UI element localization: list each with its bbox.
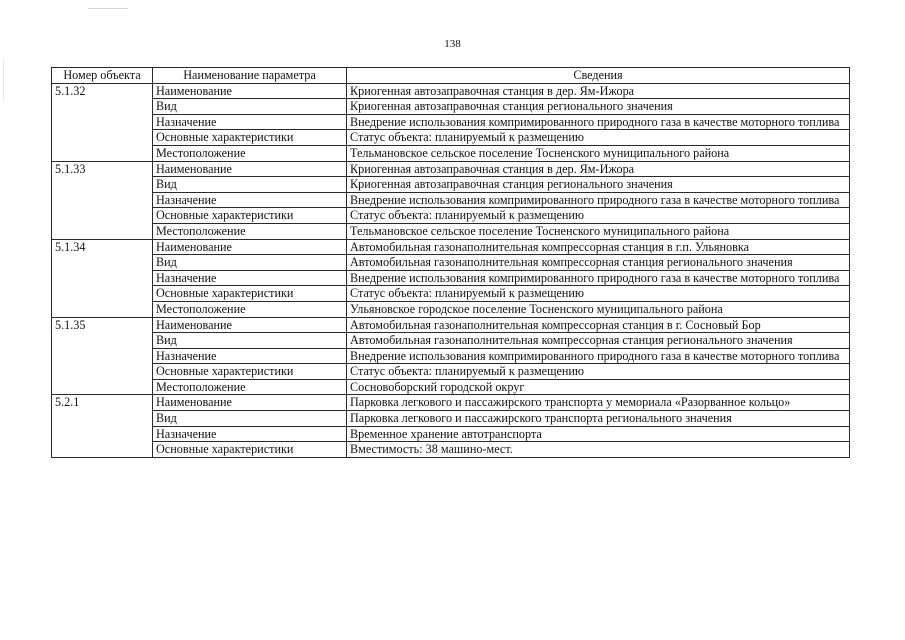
parameter-value-cell: Парковка легкового и пассажирского транспорта у мемориала «Разорванное кольцо»: [347, 395, 850, 411]
parameter-name-cell: Назначение: [153, 114, 347, 130]
parameter-name-cell: Основные характеристики: [153, 130, 347, 146]
parameter-name-cell: Вид: [153, 411, 347, 427]
table-row: [52, 223, 850, 239]
header-parameter-name: Наименование параметра: [153, 68, 347, 84]
table-body: [52, 83, 850, 457]
parameter-value-cell: Криогенная автозаправочная станция в дер. Ям-Ижора: [347, 83, 850, 99]
table-row: [52, 348, 850, 364]
object-number-cell: 5.1.32: [52, 83, 153, 161]
parameter-value-cell: Парковка легкового и пассажирского транспорта регионального значения: [347, 411, 850, 427]
scan-mark-top: [88, 8, 128, 9]
parameter-name-cell: Наименование: [153, 161, 347, 177]
parameter-value-cell: Временное хранение автотранспорта: [347, 426, 850, 442]
table-row: [52, 426, 850, 442]
table-row: [52, 317, 850, 333]
table-row: [52, 364, 850, 380]
table-row: [52, 395, 850, 411]
parameter-value-cell: Тельмановское сельское поселение Тосненского муниципального района: [347, 223, 850, 239]
parameter-value-cell: Внедрение использования компримированного природного газа в качестве моторного топлива: [347, 270, 850, 286]
object-number-cell: 5.2.1: [52, 395, 153, 457]
object-number-cell: 5.1.33: [52, 161, 153, 239]
object-number-cell: 5.1.35: [52, 317, 153, 395]
parameter-name-cell: Основные характеристики: [153, 286, 347, 302]
table-row: [52, 411, 850, 427]
parameter-name-cell: Назначение: [153, 348, 347, 364]
table-row: [52, 442, 850, 458]
parameter-name-cell: Наименование: [153, 317, 347, 333]
parameter-value-cell: Автомобильная газонаполнительная компрессорная станция в г.п. Ульяновка: [347, 239, 850, 255]
parameter-name-cell: Наименование: [153, 395, 347, 411]
parameter-name-cell: Вид: [153, 99, 347, 115]
parameter-name-cell: Основные характеристики: [153, 364, 347, 380]
table-header-row: [52, 68, 850, 84]
parameter-value-cell: Внедрение использования компримированного природного газа в качестве моторного топлива: [347, 192, 850, 208]
parameter-value-cell: Криогенная автозаправочная станция регионального значения: [347, 177, 850, 193]
parameter-value-cell: Криогенная автозаправочная станция в дер. Ям-Ижора: [347, 161, 850, 177]
parameter-value-cell: Автомобильная газонаполнительная компрессорная станция регионального значения: [347, 333, 850, 349]
table-row: [52, 379, 850, 395]
table-row: [52, 145, 850, 161]
parameter-name-cell: Основные характеристики: [153, 442, 347, 458]
header-details: Сведения: [347, 68, 850, 84]
parameter-name-cell: Основные характеристики: [153, 208, 347, 224]
objects-table: [51, 67, 850, 458]
table-row: [52, 161, 850, 177]
page-number: 138: [444, 38, 461, 50]
table-row: [52, 114, 850, 130]
parameter-name-cell: Вид: [153, 255, 347, 271]
parameter-name-cell: Наименование: [153, 83, 347, 99]
parameter-name-cell: Местоположение: [153, 379, 347, 395]
parameter-name-cell: Наименование: [153, 239, 347, 255]
header-object-number: Номер объекта: [52, 68, 153, 84]
parameter-name-cell: Назначение: [153, 426, 347, 442]
parameter-value-cell: Статус объекта: планируемый к размещению: [347, 364, 850, 380]
parameter-value-cell: Статус объекта: планируемый к размещению: [347, 208, 850, 224]
parameter-value-cell: Криогенная автозаправочная станция регионального значения: [347, 99, 850, 115]
object-number-cell: 5.1.34: [52, 239, 153, 317]
parameter-name-cell: Вид: [153, 177, 347, 193]
parameter-name-cell: Местоположение: [153, 223, 347, 239]
parameter-value-cell: Внедрение использования компримированного природного газа в качестве моторного топлива: [347, 348, 850, 364]
table-row: [52, 270, 850, 286]
table-row: [52, 286, 850, 302]
parameter-value-cell: Внедрение использования компримированного природного газа в качестве моторного топлива: [347, 114, 850, 130]
parameter-value-cell: Статус объекта: планируемый к размещению: [347, 130, 850, 146]
parameter-name-cell: Местоположение: [153, 301, 347, 317]
table-row: [52, 255, 850, 271]
table-row: [52, 239, 850, 255]
table-row: [52, 177, 850, 193]
table-row: [52, 99, 850, 115]
parameter-value-cell: Тельмановское сельское поселение Тосненского муниципального района: [347, 145, 850, 161]
table-row: [52, 301, 850, 317]
parameter-value-cell: Ульяновское городское поселение Тосненского муниципального района: [347, 301, 850, 317]
parameter-name-cell: Назначение: [153, 270, 347, 286]
parameter-value-cell: Автомобильная газонаполнительная компрессорная станция в г. Сосновый Бор: [347, 317, 850, 333]
parameter-value-cell: Вместимость: 38 машино-мест.: [347, 442, 850, 458]
table-row: [52, 83, 850, 99]
parameter-value-cell: Сосновоборский городской округ: [347, 379, 850, 395]
parameter-name-cell: Местоположение: [153, 145, 347, 161]
parameter-value-cell: Статус объекта: планируемый к размещению: [347, 286, 850, 302]
scan-mark-left: [3, 60, 4, 100]
parameter-name-cell: Назначение: [153, 192, 347, 208]
table-row: [52, 130, 850, 146]
table-row: [52, 192, 850, 208]
parameter-name-cell: Вид: [153, 333, 347, 349]
table-row: [52, 208, 850, 224]
table-row: [52, 333, 850, 349]
parameter-value-cell: Автомобильная газонаполнительная компрессорная станция регионального значения: [347, 255, 850, 271]
